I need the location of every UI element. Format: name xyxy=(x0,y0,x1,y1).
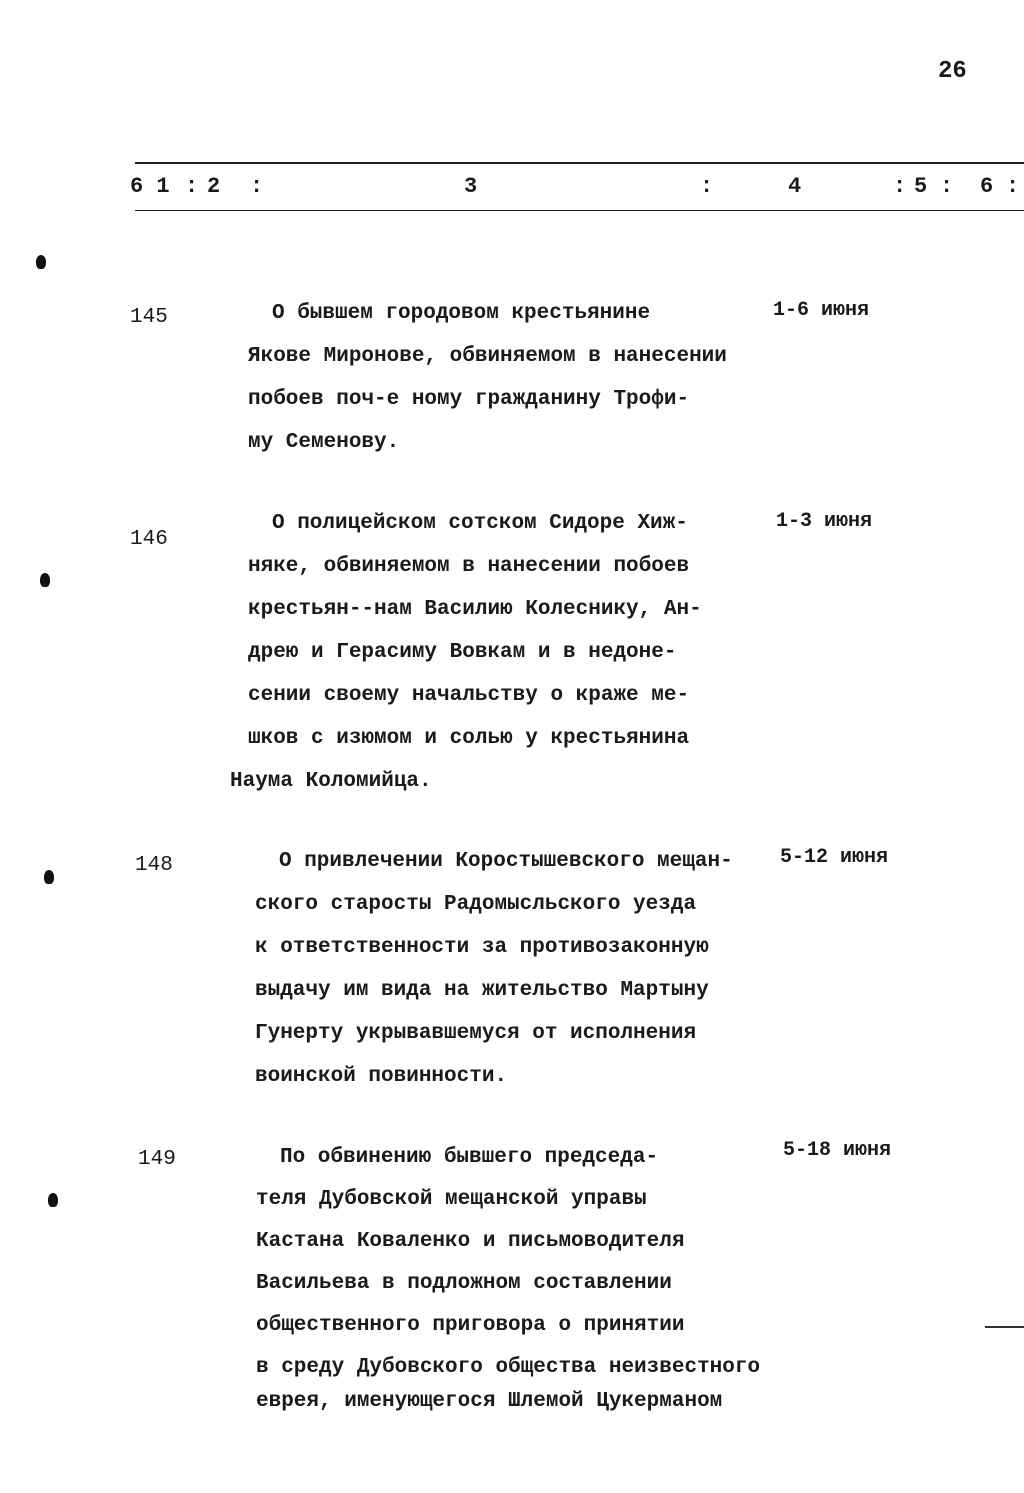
entry-date: 5-18 июня xyxy=(783,1139,892,1162)
text-line: воинской повинности. xyxy=(255,1065,508,1088)
text-line: Кастана Коваленко и письмоводителя xyxy=(256,1230,685,1253)
entry-date: 1-6 июня xyxy=(773,299,870,322)
header-sep: : xyxy=(940,174,954,199)
text-line: О бывшем городовом крестьянине xyxy=(272,302,651,325)
header-col-4: 4 xyxy=(788,174,802,199)
header-rule-top xyxy=(135,162,1024,164)
text-line: общественного приговора о принятии xyxy=(256,1314,685,1337)
text-line: няке, обвиняемом в нанесении побоев xyxy=(248,555,690,578)
text-line: побоев поч-е ному гражданину Трофи- xyxy=(248,388,690,411)
text-line: крестьян--нам Василию Колеснику, Ан- xyxy=(248,598,702,621)
text-line: Васильева в подложном составлении xyxy=(256,1272,672,1295)
header-col-1: 6 1 xyxy=(130,174,170,199)
text-line: еврея, именующегося Шлемой Цукерманом xyxy=(256,1390,723,1413)
punch-hole-mark xyxy=(36,255,46,269)
entry-number: 146 xyxy=(130,528,168,551)
header-sep: : xyxy=(893,174,907,199)
text-line: Гунерту укрывавшемуся от исполнения xyxy=(255,1022,697,1045)
text-line: шков с изюмом и солью у крестьянина xyxy=(248,727,690,750)
text-line: в среду Дубовского общества неизвестного xyxy=(256,1356,761,1379)
header-col-3: 3 xyxy=(464,174,478,199)
text-line: теля Дубовской мещанской управы xyxy=(256,1188,647,1211)
header-sep: : xyxy=(185,174,199,199)
text-line: Наума Коломийца. xyxy=(230,770,432,793)
text-line: дрею и Герасиму Вовкам и в недоне- xyxy=(248,641,677,664)
entry-text xyxy=(256,1146,760,1424)
text-line: сении своему начальству о краже ме- xyxy=(248,684,690,707)
text-line: Якове Миронове, обвиняемом в нанесении xyxy=(248,345,727,368)
header-col-5: 5 xyxy=(914,174,928,199)
entry-number: 145 xyxy=(130,306,168,329)
punch-hole-mark xyxy=(44,870,54,884)
header-sep: : xyxy=(700,174,714,199)
punch-hole-mark xyxy=(48,1193,58,1207)
header-rule-bottom xyxy=(135,210,1024,211)
entry-text xyxy=(230,512,702,813)
text-line: к ответственности за противозаконную xyxy=(255,936,709,959)
margin-mark xyxy=(985,1326,1024,1328)
header-sep: : xyxy=(1006,174,1020,199)
header-sep: : xyxy=(250,174,264,199)
page-number: 26 xyxy=(938,58,967,85)
header-col-2: 2 xyxy=(207,174,221,199)
text-line: По обвинению бывшего председа- xyxy=(280,1146,659,1169)
entry-date: 1-3 июня xyxy=(776,510,873,533)
text-line: му Семенову. xyxy=(248,431,400,454)
entry-date: 5-12 июня xyxy=(780,846,889,869)
text-line: выдачу им вида на жительство Мартыну xyxy=(255,979,709,1002)
entry-text xyxy=(255,850,733,1108)
punch-hole-mark xyxy=(40,573,50,587)
entry-number: 149 xyxy=(138,1148,176,1171)
text-line: О привлечении Коростышевского мещан- xyxy=(279,850,733,873)
header-col-6: 6 xyxy=(980,174,994,199)
text-line: ского старосты Радомысльского уезда xyxy=(255,893,697,916)
entry-number: 148 xyxy=(135,854,173,877)
entry-text xyxy=(248,302,727,474)
text-line: О полицейском сотском Сидоре Хиж- xyxy=(272,512,688,535)
